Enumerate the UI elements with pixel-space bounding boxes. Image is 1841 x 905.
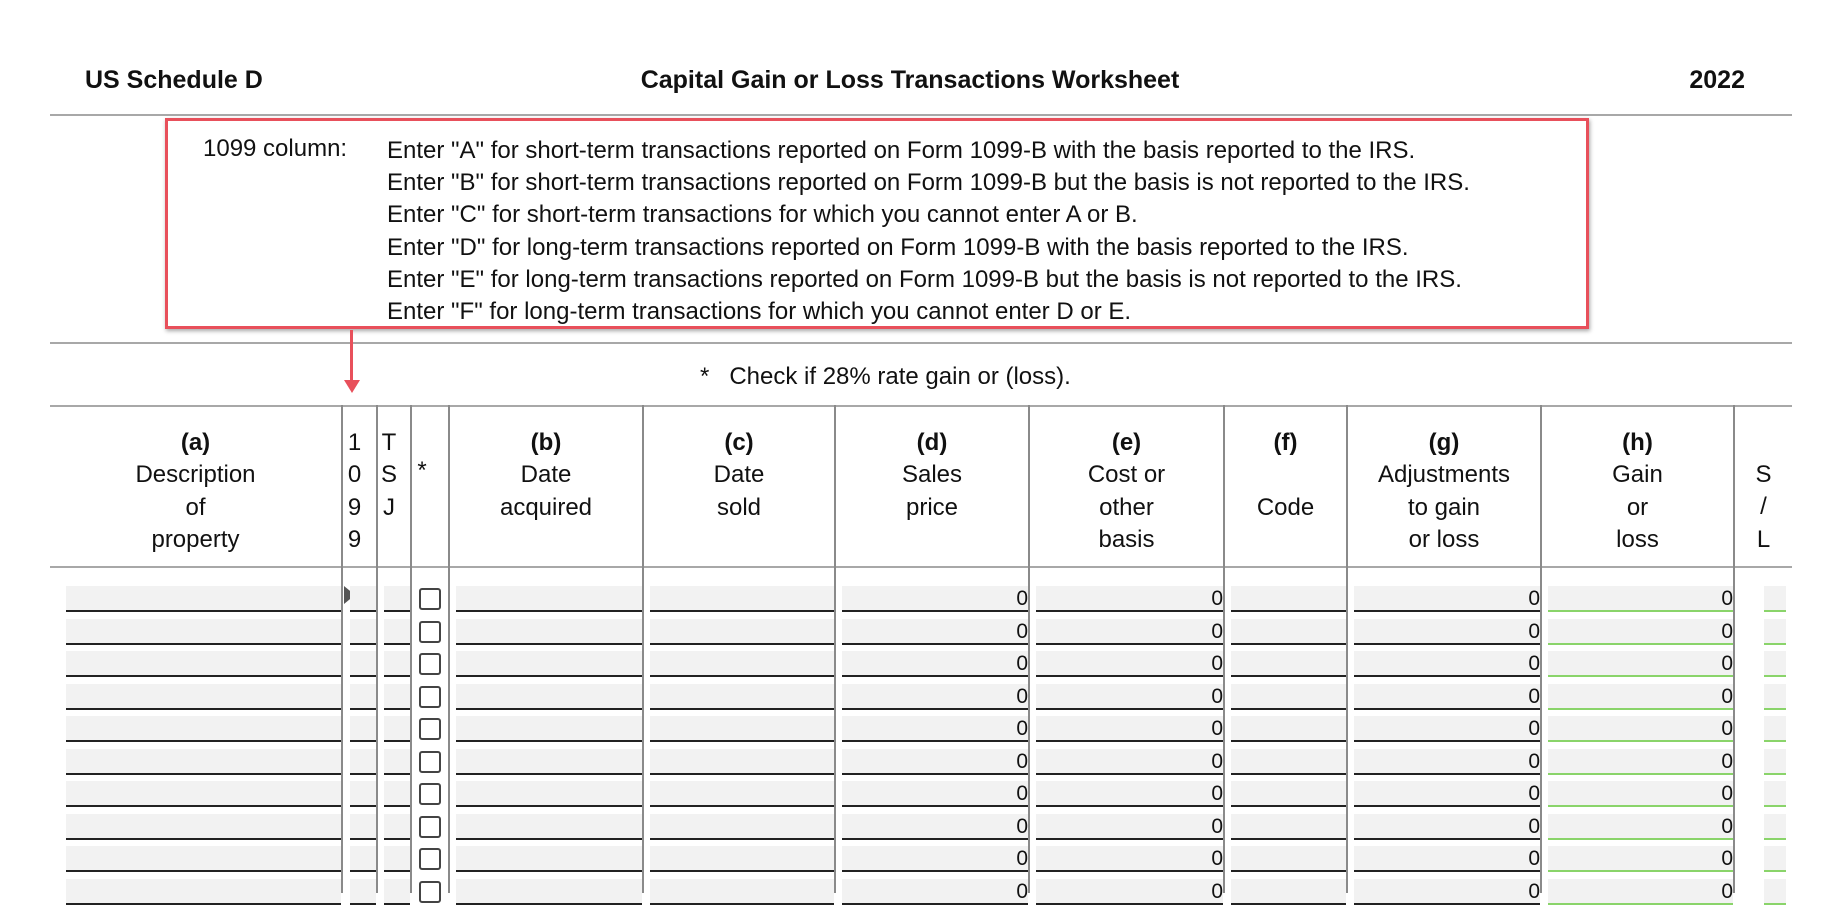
adjustments-field[interactable]: 0 bbox=[1354, 586, 1540, 612]
column-header-28-rate bbox=[412, 405, 432, 566]
code-field[interactable] bbox=[1231, 684, 1346, 710]
rate-28-checkbox[interactable] bbox=[419, 621, 441, 643]
rate-28-checkbox[interactable] bbox=[419, 881, 441, 903]
form-1099-field[interactable] bbox=[350, 846, 376, 872]
short-long-field[interactable] bbox=[1764, 749, 1786, 775]
short-long-field[interactable] bbox=[1764, 684, 1786, 710]
header-rule bbox=[50, 114, 1792, 116]
date-acquired-field[interactable] bbox=[456, 749, 642, 775]
gain-loss-field[interactable]: 0 bbox=[1548, 814, 1733, 840]
rate-28-checkbox[interactable] bbox=[419, 848, 441, 870]
column-label-line: Gain bbox=[1612, 461, 1663, 489]
short-long-field[interactable] bbox=[1764, 781, 1786, 807]
sales-price-field[interactable]: 0 bbox=[842, 879, 1028, 905]
column-label-line: sold bbox=[716, 493, 762, 521]
column-label-char: * bbox=[417, 457, 427, 484]
instruction-line: Enter "B" for short-term transactions reported on Form 1099-B but the basis is not reported to the IRS. bbox=[387, 169, 1470, 197]
gain-loss-field[interactable]: 0 bbox=[1548, 879, 1733, 905]
column-letter: (a) bbox=[180, 429, 211, 456]
column-header-description bbox=[50, 405, 341, 566]
code-field[interactable] bbox=[1231, 619, 1346, 645]
gain-loss-field[interactable]: 0 bbox=[1548, 684, 1733, 710]
description-field[interactable] bbox=[66, 651, 341, 677]
date-acquired-field[interactable] bbox=[456, 846, 642, 872]
column-header-date-acquired bbox=[450, 405, 642, 566]
tsj-field[interactable] bbox=[384, 716, 410, 742]
column-label-char: / bbox=[1760, 493, 1767, 521]
tsj-field[interactable] bbox=[384, 651, 410, 677]
rate-28-checkbox[interactable] bbox=[419, 718, 441, 740]
column-letter: (d) bbox=[916, 429, 948, 456]
code-field[interactable] bbox=[1231, 781, 1346, 807]
cost-basis-field[interactable]: 0 bbox=[1036, 684, 1223, 710]
check-28-note bbox=[700, 363, 1071, 391]
column-header-1099 bbox=[343, 405, 366, 566]
column-label-line: Date bbox=[520, 461, 572, 489]
column-label-char: 0 bbox=[347, 461, 362, 489]
column-label-line: other bbox=[1099, 493, 1154, 521]
code-field[interactable] bbox=[1231, 814, 1346, 840]
description-field[interactable] bbox=[66, 814, 341, 840]
short-long-field[interactable] bbox=[1764, 651, 1786, 677]
gain-loss-field[interactable]: 0 bbox=[1548, 781, 1733, 807]
column-label-line: or bbox=[1626, 493, 1649, 521]
instruction-line: Enter "F" for long-term transactions for which you cannot enter D or E. bbox=[387, 298, 1132, 326]
short-long-field[interactable] bbox=[1764, 619, 1786, 645]
sales-price-field[interactable]: 0 bbox=[842, 619, 1028, 645]
column-label-line: Adjustments bbox=[1377, 461, 1511, 489]
form-1099-field[interactable] bbox=[350, 619, 376, 645]
tsj-field[interactable] bbox=[384, 586, 410, 612]
instructions-lines bbox=[387, 135, 1470, 328]
gain-loss-field[interactable]: 0 bbox=[1548, 749, 1733, 775]
instruction-line: Enter "E" for long-term transactions reported on Form 1099-B but the basis is not reported to the IRS. bbox=[387, 265, 1462, 293]
table-header-rule bbox=[50, 566, 1792, 568]
cost-basis-field[interactable]: 0 bbox=[1036, 651, 1223, 677]
notes-rule bbox=[50, 342, 1792, 344]
column-label-line: basis bbox=[1098, 525, 1155, 553]
asterisk-icon: * bbox=[700, 363, 710, 390]
rate-28-checkbox[interactable] bbox=[419, 588, 441, 610]
date-sold-field[interactable] bbox=[650, 846, 834, 872]
description-field[interactable] bbox=[66, 879, 341, 905]
adjustments-field[interactable]: 0 bbox=[1354, 651, 1540, 677]
instruction-line: Enter "C" for short-term transactions for which you cannot enter A or B. bbox=[387, 201, 1138, 229]
code-field[interactable] bbox=[1231, 749, 1346, 775]
instructions-label: 1099 column: bbox=[203, 135, 348, 162]
column-label-line: price bbox=[905, 493, 959, 521]
sales-price-field[interactable]: 0 bbox=[842, 749, 1028, 775]
form-1099-field[interactable] bbox=[350, 651, 376, 677]
date-sold-field[interactable] bbox=[650, 586, 834, 612]
instruction-line: Enter "A" for short-term transactions reported on Form 1099-B with the basis reported to the IRS. bbox=[387, 137, 1416, 164]
form-1099-field[interactable] bbox=[350, 586, 376, 612]
adjustments-field[interactable]: 0 bbox=[1354, 879, 1540, 905]
cost-basis-field[interactable]: 0 bbox=[1036, 814, 1223, 840]
description-field[interactable] bbox=[66, 846, 341, 872]
column-label-char: S bbox=[380, 461, 397, 489]
date-sold-field[interactable] bbox=[650, 684, 834, 710]
rate-28-checkbox[interactable] bbox=[419, 783, 441, 805]
tax-year: 2022 bbox=[1689, 66, 1745, 94]
date-sold-field[interactable] bbox=[650, 814, 834, 840]
adjustments-field[interactable]: 0 bbox=[1354, 684, 1540, 710]
column-label-line: property bbox=[151, 525, 240, 553]
cost-basis-field[interactable]: 0 bbox=[1036, 879, 1223, 905]
1099-column-instructions bbox=[165, 118, 1589, 329]
column-header-short-long bbox=[1735, 405, 1792, 566]
column-letter: (c) bbox=[724, 429, 754, 456]
column-label-char: 9 bbox=[347, 525, 362, 553]
form-1099-field[interactable] bbox=[350, 684, 376, 710]
callout-arrow-line bbox=[350, 330, 353, 382]
short-long-field[interactable] bbox=[1764, 586, 1786, 612]
column-label-line: Code bbox=[1256, 493, 1315, 521]
adjustments-field[interactable]: 0 bbox=[1354, 619, 1540, 645]
code-field[interactable] bbox=[1231, 716, 1346, 742]
description-field[interactable] bbox=[66, 684, 341, 710]
column-label-char: S bbox=[1755, 461, 1772, 488]
sales-price-field[interactable]: 0 bbox=[842, 586, 1028, 612]
column-header-date-sold bbox=[644, 405, 834, 566]
date-acquired-field[interactable] bbox=[456, 619, 642, 645]
date-sold-field[interactable] bbox=[650, 619, 834, 645]
date-sold-field[interactable] bbox=[650, 781, 834, 807]
date-acquired-field[interactable] bbox=[456, 684, 642, 710]
column-header-sales-price bbox=[836, 405, 1028, 566]
short-long-field[interactable] bbox=[1764, 879, 1786, 905]
form-1099-field[interactable] bbox=[350, 814, 376, 840]
code-field[interactable] bbox=[1231, 651, 1346, 677]
short-long-field[interactable] bbox=[1764, 814, 1786, 840]
description-field[interactable] bbox=[66, 749, 341, 775]
rate-28-checkbox[interactable] bbox=[419, 653, 441, 675]
form-1099-field[interactable] bbox=[350, 716, 376, 742]
form-1099-field[interactable] bbox=[350, 879, 376, 905]
date-sold-field[interactable] bbox=[650, 651, 834, 677]
instruction-line: Enter "D" for long-term transactions reported on Form 1099-B with the basis reported to the IRS. bbox=[387, 233, 1409, 261]
date-sold-field[interactable] bbox=[650, 716, 834, 742]
rate-28-checkbox[interactable] bbox=[419, 686, 441, 708]
tsj-field[interactable] bbox=[384, 619, 410, 645]
adjustments-field[interactable]: 0 bbox=[1354, 716, 1540, 742]
column-label-line: acquired bbox=[499, 493, 593, 521]
adjustments-field[interactable]: 0 bbox=[1354, 814, 1540, 840]
gain-loss-field[interactable]: 0 bbox=[1548, 586, 1733, 612]
rate-28-checkbox[interactable] bbox=[419, 751, 441, 773]
form-1099-field[interactable] bbox=[350, 749, 376, 775]
column-letter: (e) bbox=[1111, 429, 1142, 456]
column-header-cost-basis bbox=[1030, 405, 1223, 566]
gain-loss-field[interactable]: 0 bbox=[1548, 651, 1733, 677]
date-acquired-field[interactable] bbox=[456, 716, 642, 742]
date-sold-field[interactable] bbox=[650, 879, 834, 905]
column-header-code bbox=[1225, 405, 1346, 566]
column-label-line: Cost or bbox=[1087, 461, 1166, 489]
form-name: US Schedule D bbox=[85, 66, 263, 94]
sales-price-field[interactable]: 0 bbox=[842, 651, 1028, 677]
column-label-line: to gain bbox=[1407, 493, 1481, 521]
sales-price-field[interactable]: 0 bbox=[842, 814, 1028, 840]
adjustments-field[interactable]: 0 bbox=[1354, 846, 1540, 872]
date-acquired-field[interactable] bbox=[456, 814, 642, 840]
code-field[interactable] bbox=[1231, 846, 1346, 872]
date-acquired-field[interactable] bbox=[456, 781, 642, 807]
page-title: Capital Gain or Loss Transactions Worksheet bbox=[640, 66, 1180, 94]
short-long-field[interactable] bbox=[1764, 716, 1786, 742]
date-sold-field[interactable] bbox=[650, 749, 834, 775]
description-field[interactable] bbox=[66, 781, 341, 807]
column-header-tsj bbox=[378, 405, 400, 566]
description-field[interactable] bbox=[66, 586, 341, 612]
code-field[interactable] bbox=[1231, 586, 1346, 612]
check-28-text: Check if 28% rate gain or (loss). bbox=[729, 363, 1071, 390]
gain-loss-field[interactable]: 0 bbox=[1548, 619, 1733, 645]
sales-price-field[interactable]: 0 bbox=[842, 781, 1028, 807]
column-label-line: of bbox=[185, 493, 206, 521]
column-label-spacer bbox=[1225, 459, 1346, 491]
column-label-char: L bbox=[1756, 525, 1771, 553]
cost-basis-field[interactable]: 0 bbox=[1036, 781, 1223, 807]
form-1099-field[interactable] bbox=[350, 781, 376, 807]
tsj-field[interactable] bbox=[384, 879, 410, 905]
date-acquired-field[interactable] bbox=[456, 651, 642, 677]
column-letter: (g) bbox=[1428, 429, 1460, 456]
tsj-field[interactable] bbox=[384, 814, 410, 840]
cost-basis-field[interactable]: 0 bbox=[1036, 846, 1223, 872]
column-letter: (h) bbox=[1622, 429, 1653, 456]
column-letter: (b) bbox=[530, 429, 562, 456]
tsj-field[interactable] bbox=[384, 749, 410, 775]
date-acquired-field[interactable] bbox=[456, 586, 642, 612]
column-label-line: Description bbox=[135, 461, 256, 489]
column-label-line: loss bbox=[1616, 525, 1659, 553]
column-header-gain-loss bbox=[1542, 405, 1733, 566]
short-long-field[interactable] bbox=[1764, 846, 1786, 872]
cost-basis-field[interactable]: 0 bbox=[1036, 586, 1223, 612]
cost-basis-field[interactable]: 0 bbox=[1036, 716, 1223, 742]
gain-loss-field[interactable]: 0 bbox=[1548, 846, 1733, 872]
column-letter: (f) bbox=[1273, 429, 1298, 456]
column-label-char: 9 bbox=[347, 493, 362, 521]
column-label-char: T bbox=[381, 429, 397, 456]
code-field[interactable] bbox=[1231, 879, 1346, 905]
description-field[interactable] bbox=[66, 716, 341, 742]
column-label-char: 1 bbox=[347, 429, 362, 456]
column-label-char: J bbox=[383, 493, 395, 521]
rate-28-checkbox[interactable] bbox=[419, 816, 441, 838]
adjustments-field[interactable]: 0 bbox=[1354, 749, 1540, 775]
sales-price-field[interactable]: 0 bbox=[842, 684, 1028, 710]
sales-price-field[interactable]: 0 bbox=[842, 846, 1028, 872]
cost-basis-field[interactable]: 0 bbox=[1036, 749, 1223, 775]
column-label-line: or loss bbox=[1408, 525, 1480, 553]
callout-arrow-head-icon bbox=[344, 380, 360, 393]
tsj-field[interactable] bbox=[384, 684, 410, 710]
gain-loss-field[interactable]: 0 bbox=[1548, 716, 1733, 742]
column-label-line: Date bbox=[713, 461, 765, 489]
sales-price-field[interactable]: 0 bbox=[842, 716, 1028, 742]
adjustments-field[interactable]: 0 bbox=[1354, 781, 1540, 807]
column-header-adjustments bbox=[1348, 405, 1540, 566]
tsj-field[interactable] bbox=[384, 781, 410, 807]
date-acquired-field[interactable] bbox=[456, 879, 642, 905]
description-field[interactable] bbox=[66, 619, 341, 645]
cost-basis-field[interactable]: 0 bbox=[1036, 619, 1223, 645]
tsj-field[interactable] bbox=[384, 846, 410, 872]
column-label-line: Sales bbox=[901, 461, 963, 489]
